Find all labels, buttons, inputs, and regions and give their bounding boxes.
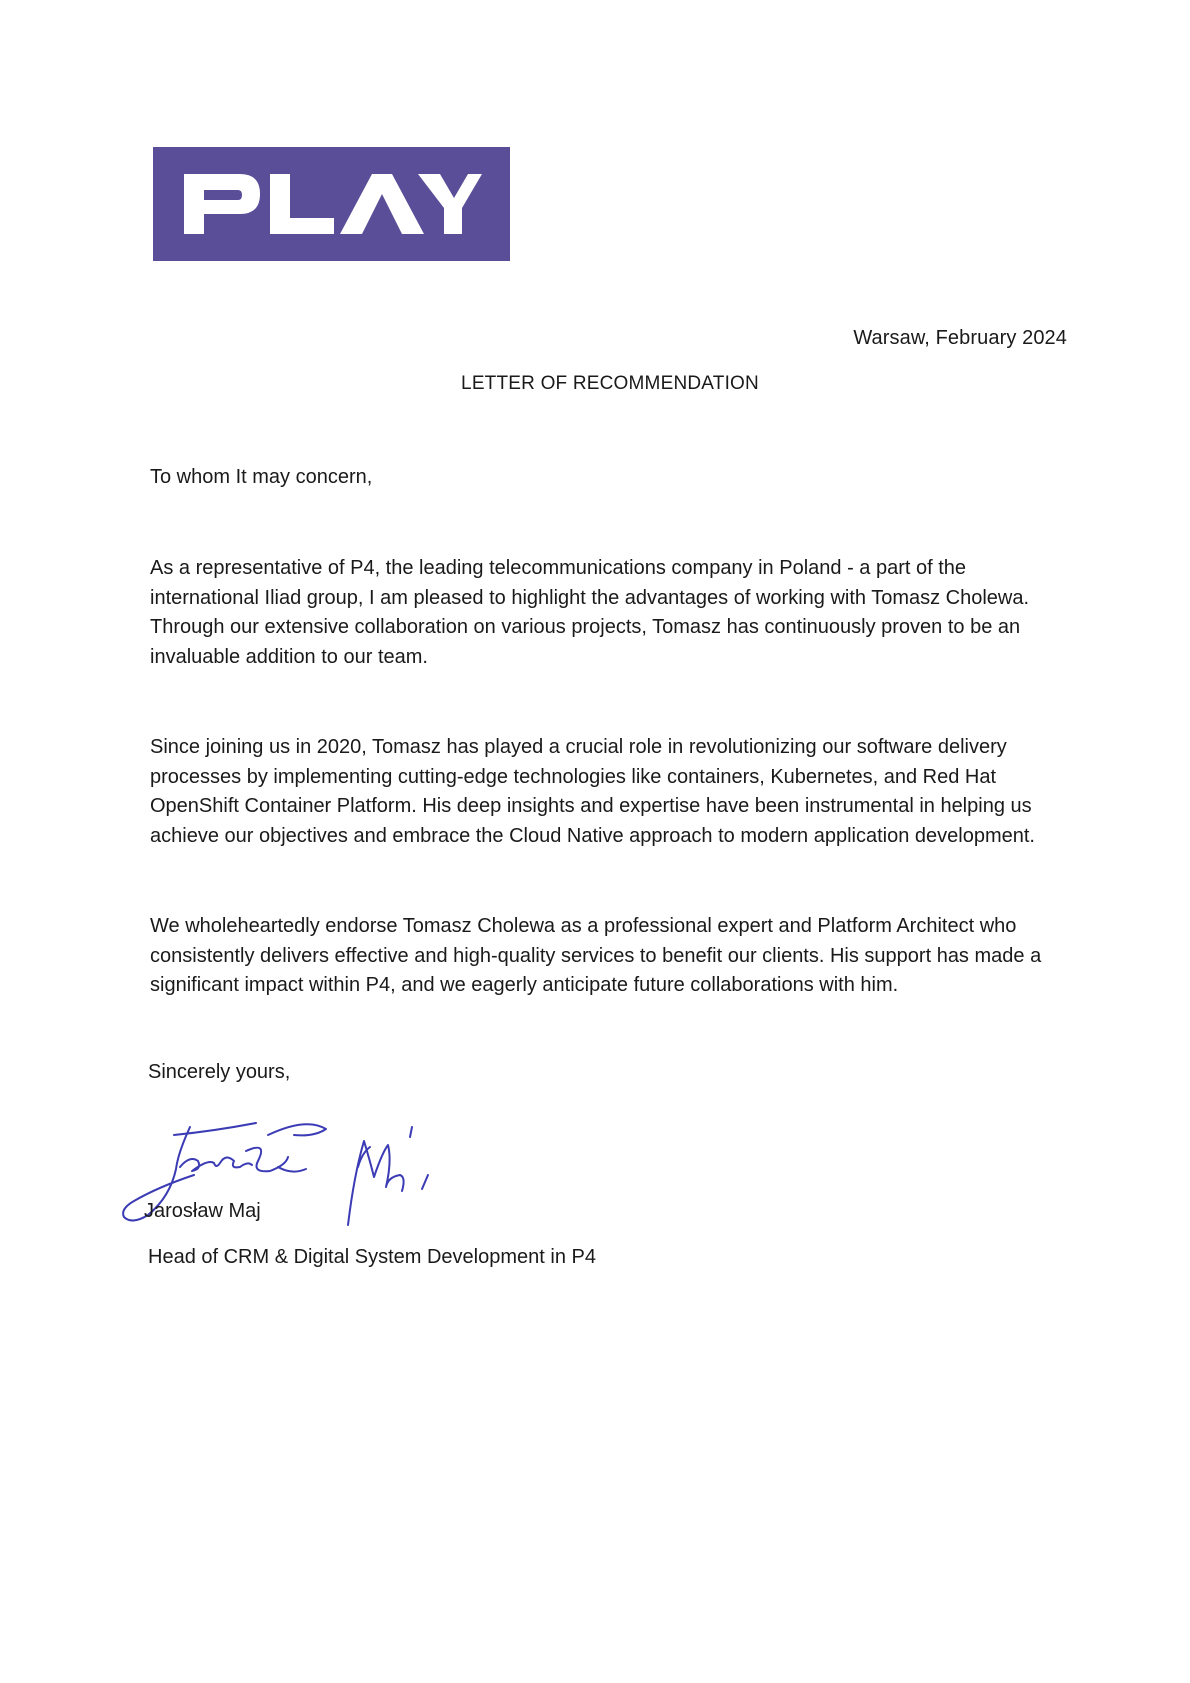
paragraph-endorsement: We wholeheartedly endorse Tomasz Cholewa as a professional expert and Platform Architect who consistently delivers effective and high-quality services to benefit our clients. His support has made a significant impact within P4, and we eagerly anticipate future collaborations with him. xyxy=(150,915,1042,996)
letter-title: LETTER OF RECOMMENDATION xyxy=(461,373,759,394)
play-logo xyxy=(153,147,510,261)
play-logo-wordmark xyxy=(182,168,482,240)
signer-name: Jarosław Maj xyxy=(144,1200,261,1222)
salutation: To whom It may concern, xyxy=(150,466,373,488)
signer-title: Head of CRM & Digital System Development in P4 xyxy=(148,1246,596,1268)
closing: Sincerely yours, xyxy=(148,1061,291,1083)
paragraph-contributions: Since joining us in 2020, Tomasz has played a crucial role in revolutionizing our software delivery processes by implementing cutting-edge technologies like containers, Kubernetes, and Red Hat OpenShift Container Platform. His deep insights and expertise have been instrumental in helping us achieve our objectives and embrace the Cloud Native approach to modern application development. xyxy=(150,736,1035,847)
paragraph-introduction: As a representative of P4, the leading telecommunications company in Poland - a part of the international Iliad group, I am pleased to highlight the advantages of working with Tomasz Cholewa. Through our extensive collaboration on various projects, Tomasz has continuously proven to be an invaluable addition to our team. xyxy=(150,557,1030,668)
letter-date: Warsaw, February 2024 xyxy=(853,327,1067,349)
